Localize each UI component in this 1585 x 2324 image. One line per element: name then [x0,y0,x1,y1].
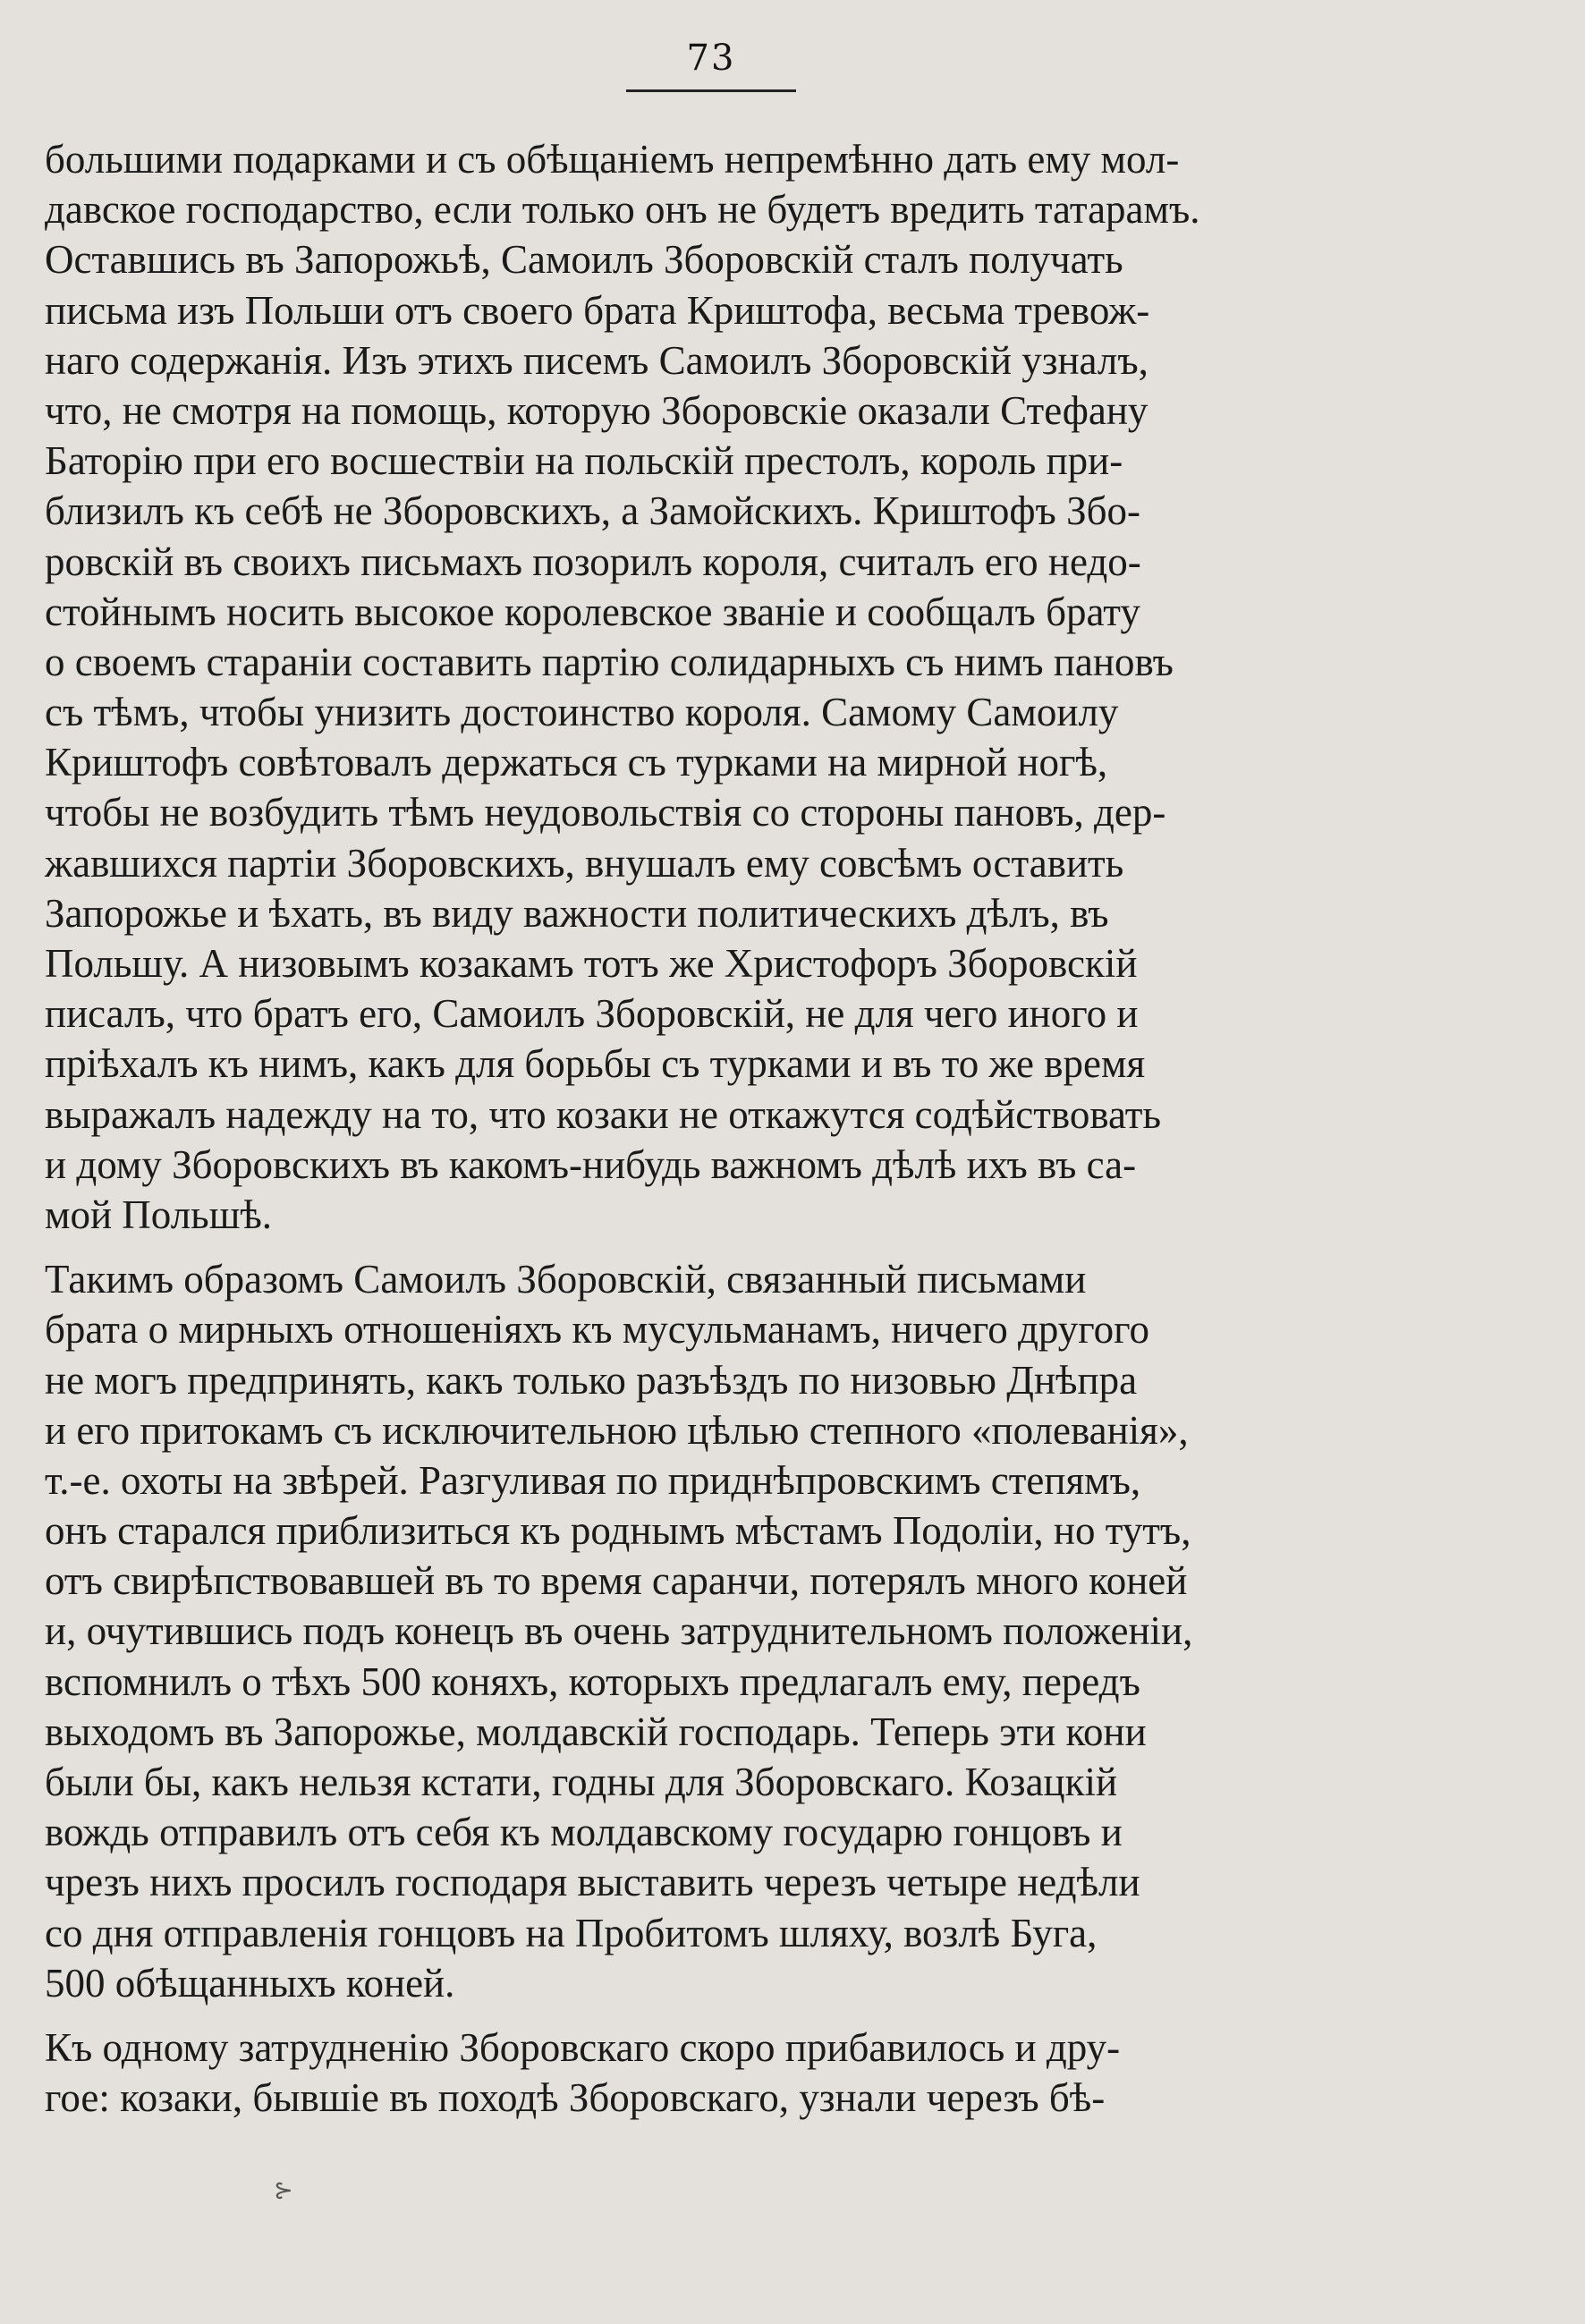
text-line: Баторію при его восшествіи на польскій престолъ, король при- [45,438,1123,484]
text-line: выражалъ надежду на то, что козаки не откажутся содѣйствовать [45,1091,1161,1137]
text-line: Запорожье и ѣхать, въ виду важности политическихъ дѣлъ, въ [45,890,1109,936]
text-line: Такимъ образомъ Самоилъ Зборовскій, связанный письмами [45,1257,1087,1302]
text-line: чтобы не возбудить тѣмъ неудовольствія со стороны пановъ, дер- [45,790,1166,835]
paragraph-gap [45,1240,1386,1254]
text-line: пріѣхалъ къ нимъ, какъ для борьбы съ турками и въ то же время [45,1041,1146,1087]
paragraph-gap [45,2008,1386,2023]
ink-blot-mark: ⊱ [274,2177,293,2204]
text-line: стойнымъ носить высокое королевское званіе и сообщалъ брату [45,589,1140,634]
text-line: наго содержанія. Изъ этихъ писемъ Самоилъ Зборовскій узналъ, [45,337,1148,383]
page-number: 73 [686,38,736,79]
text-line: выходомъ въ Запорожье, молдавскій господарь. Теперь эти кони [45,1709,1147,1754]
text-line: чрезъ нихъ просилъ господаря выставить черезъ четыре недѣли [45,1860,1140,1905]
text-line: съ тѣмъ, чтобы унизить достоинство короля. Самому Самоилу [45,690,1119,735]
text-line: и дому Зборовскихъ въ какомъ-нибудь важномъ дѣлѣ ихъ въ са- [45,1141,1137,1187]
text-line: вспомнилъ о тѣхъ 500 коняхъ, которыхъ предлагалъ ему, передъ [45,1658,1140,1704]
header-rule [626,89,796,92]
text-line: 500 обѣщанныхъ коней. [45,1960,455,2006]
text-line: отъ свирѣпствовавшей въ то время саранчи, потерялъ много коней [45,1558,1188,1604]
text-line: Польшу. А низовымъ козакамъ тотъ же Христофоръ Зборовскій [45,941,1138,986]
text-line: были бы, какъ нельзя кстати, годны для Зборовскаго. Козацкій [45,1760,1118,1804]
text-line: о своемъ стараніи составить партію солидарныхъ съ нимъ пановъ [45,639,1174,684]
text-line: вождь отправилъ отъ себя къ молдавскому государю гонцовъ и [45,1810,1123,1855]
text-line: жавшихся партіи Зборовскихъ, внушалъ ему совсѣмъ оставить [45,840,1124,886]
text-line: онъ старался приблизиться къ роднымъ мѣстамъ Подоліи, но тутъ, [45,1508,1191,1554]
text-line: т.-е. охоты на звѣрей. Разгуливая по приднѣпровскимъ степямъ, [45,1457,1141,1503]
text-line: гое: козаки, бывшіе въ походѣ Зборовскаго, узнали черезъ бѣ- [45,2075,1106,2121]
text-line: мой Польшѣ. [45,1192,273,1237]
text-line: ровскій въ своихъ письмахъ позорилъ короля, считалъ его недо- [45,539,1141,584]
text-line: писалъ, что братъ его, Самоилъ Зборовскій, не для чего иного и [45,991,1139,1037]
text-line: Оставшись въ Запорожьѣ, Самоилъ Зборовскій сталъ получать [45,237,1123,283]
text-line: брата о мирныхъ отношеніяхъ къ мусульманамъ, ничего другого [45,1307,1149,1353]
text-line: большими подарками и съ обѣщаніемъ непремѣнно дать ему мол- [45,137,1180,182]
text-line: письма изъ Польши отъ своего брата Криштофа, весьма тревож- [45,287,1150,333]
text-line: давское господарство, если только онъ не будетъ вредить татарамъ. [45,187,1200,233]
text-line: Криштофъ совѣтовалъ держаться съ турками на мирной ногѣ, [45,740,1108,785]
text-line: и его притокамъ съ исключительною цѣлью степного «полеванія», [45,1407,1189,1453]
text-line: и, очутившись подъ конецъ въ очень затруднительномъ положеніи, [45,1608,1193,1654]
text-line: не могъ предпринять, какъ только разъѣздъ по низовью Днѣпра [45,1357,1138,1403]
text-line: близилъ къ себѣ не Зборовскихъ, а Замойскихъ. Криштофъ Збо- [45,488,1140,534]
text-line: со дня отправленія гонцовъ на Пробитомъ шляху, возлѣ Буга, [45,1910,1098,1955]
text-line: Къ одному затрудненію Зборовскаго скоро прибавилось и дру- [45,2024,1121,2070]
body-text [45,134,1386,2123]
text-line: что, не смотря на помощь, которую Зборовскіе оказали Стефану [45,387,1148,433]
